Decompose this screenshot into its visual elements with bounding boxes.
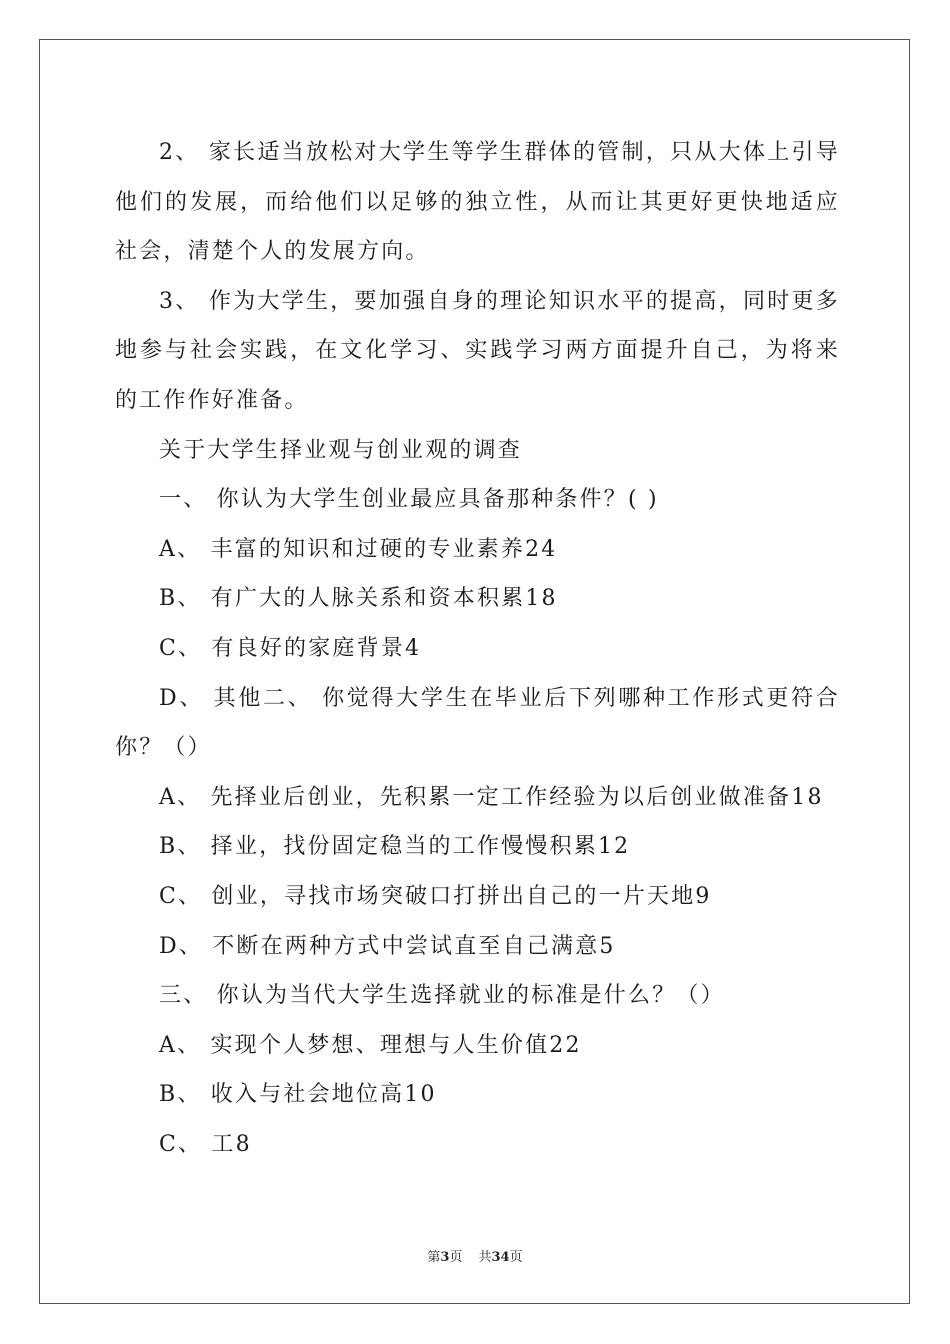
q1-option-a: A、 丰富的知识和过硬的专业素养24 [159,536,558,562]
q1-option-c: C、 有良好的家庭背景4 [159,635,422,661]
footer-total-pages: 34 [491,1250,510,1265]
footer-page-suffix: 页 [449,1250,463,1265]
q3-option-c: C、 工8 [159,1131,252,1157]
footer-page-prefix: 第 [427,1250,441,1265]
footer-total-suffix: 页 [509,1250,523,1265]
q1-option-b: B、 有广大的人脉关系和资本积累18 [159,586,558,612]
q2-option-c: C、 创业，寻找市场突破口打拼出自己的一片天地9 [159,883,712,909]
q2-option-b: B、 择业，找份固定稳当的工作慢慢积累12 [159,834,631,860]
footer-page-number: 3 [440,1250,450,1265]
footer-total-prefix: 共 [478,1250,492,1265]
survey-title: 关于大学生择业观与创业观的调查 [159,437,523,463]
question-3: 三、 你认为当代大学生选择就业的标准是什么？（） [159,983,725,1009]
q3-option-a: A、 实现个人梦想、理想与人生价值22 [159,1032,582,1058]
q3-option-b: B、 收入与社会地位高10 [159,1082,437,1108]
paragraph-parent-advice: 2、 家长适当放松对大学生等学生群体的管制，只从大体上引导他们的发展，而给他们以足够的独立性，从而让其更好更快地适应社会，清楚个人的发展方向。 [115,140,840,265]
document-body [115,128,840,1169]
paragraph-student-advice: 3、 作为大学生，要加强自身的理论知识水平的提高，同时更多地参与社会实践，在文化学习、实践学习两方面提升自己，为将来的工作作好准备。 [115,288,840,413]
q2-option-a: A、 先择业后创业，先积累一定工作经验为以后创业做准备18 [159,784,824,810]
q1-option-d-question-2: D、 其他二、 你觉得大学生在毕业后下列哪种工作形式更符合你？（） [115,685,840,761]
question-1: 一、 你认为大学生创业最应具备那种条件？( ) [159,487,659,513]
q2-option-d: D、 不断在两种方式中尝试直至自己满意5 [159,933,616,959]
page-footer [0,1246,950,1265]
